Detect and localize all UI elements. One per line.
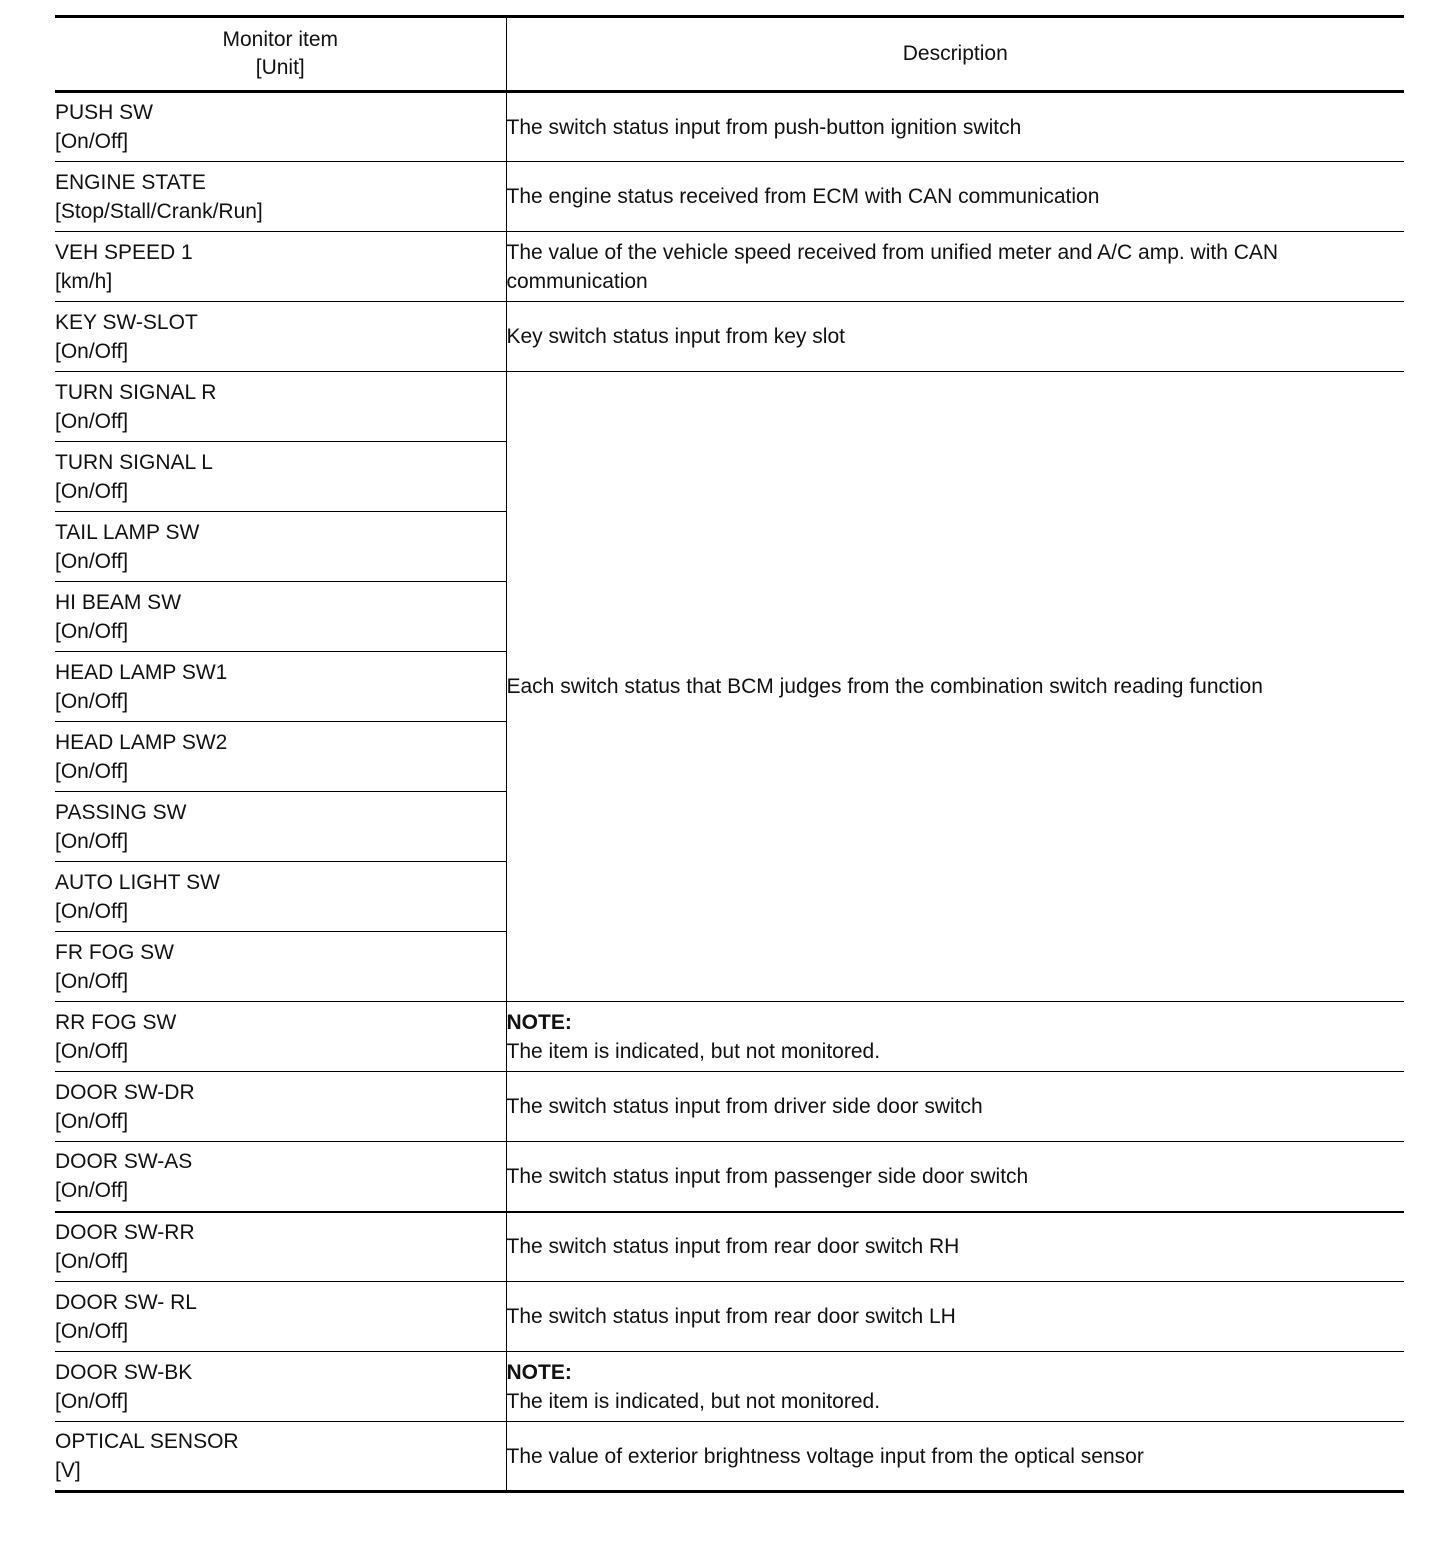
monitor-item-cell [55,92,506,162]
note-label: NOTE: [506,1010,572,1034]
monitor-item-name: VEH SPEED 1 [55,240,193,264]
note-text: The item is indicated, but not monitored. [506,1039,881,1063]
monitor-item-name: ENGINE STATE [55,170,206,194]
description-cell: The switch status input from rear door switch LH [506,1282,1404,1352]
monitor-item-cell [55,1212,506,1282]
monitor-item-name: DOOR SW-DR [55,1080,195,1104]
monitor-item-cell [55,1002,506,1072]
monitor-item-unit: [On/Off] [55,619,129,643]
table-row [55,1282,1404,1352]
monitor-item-cell [55,932,506,1002]
description-cell: The switch status input from push-button ignition switch [506,92,1404,162]
monitor-item-name: OPTICAL SENSOR [55,1430,239,1453]
monitor-item-cell [55,162,506,232]
table-row [55,162,1404,232]
note-text: The item is indicated, but not monitored. [506,1389,881,1413]
note-label: NOTE: [506,1360,572,1384]
monitor-item-unit: [On/Off] [55,1249,129,1273]
monitor-item-unit: [On/Off] [55,689,129,713]
table-row [55,1002,1404,1072]
header-monitor-item-label: Monitor item [222,28,339,51]
monitor-item-cell [55,652,506,722]
table-row [55,1352,1404,1422]
monitor-item-cell [55,1352,506,1422]
monitor-item-name: TAIL LAMP SW [55,520,200,544]
monitor-item-cell [55,722,506,792]
monitor-item-unit: [V] [55,1459,81,1482]
monitor-item-name: TURN SIGNAL R [55,380,217,404]
monitor-item-unit: [On/Off] [55,899,129,923]
monitor-item-unit: [On/Off] [55,1109,129,1133]
monitor-item-unit: [On/Off] [55,549,129,573]
monitor-item-cell [55,512,506,582]
monitor-item-name: KEY SW-SLOT [55,310,198,334]
monitor-item-table [55,15,1404,1493]
monitor-item-cell [55,1142,506,1212]
table-header-row [55,17,1404,92]
monitor-item-unit: [On/Off] [55,759,129,783]
table-row [55,302,1404,372]
table-row [55,232,1404,302]
table-row [55,1422,1404,1492]
monitor-item-unit: [On/Off] [55,339,129,363]
monitor-item-cell [55,862,506,932]
header-unit-label: [Unit] [255,56,305,79]
note-cell [506,1352,1404,1422]
monitor-item-cell [55,232,506,302]
monitor-item-name: DOOR SW-RR [55,1220,195,1244]
monitor-item-unit: [km/h] [55,269,113,293]
monitor-item-name: PASSING SW [55,800,187,824]
table-row [55,1142,1404,1212]
header-description: Description [506,17,1404,92]
monitor-item-cell [55,372,506,442]
monitor-item-unit: [On/Off] [55,1179,129,1203]
table-row [55,1212,1404,1282]
monitor-item-name: DOOR SW-AS [55,1150,193,1174]
monitor-item-name: DOOR SW- RL [55,1290,197,1314]
description-cell: The engine status received from ECM with CAN communication [506,162,1404,232]
monitor-item-cell [55,1282,506,1352]
description-cell: The switch status input from driver side door switch [506,1072,1404,1142]
monitor-item-unit: [On/Off] [55,1389,129,1413]
description-cell: Key switch status input from key slot [506,302,1404,372]
monitor-item-name: PUSH SW [55,101,154,124]
description-cell: The value of exterior brightness voltage input from the optical sensor [506,1422,1404,1492]
monitor-item-cell [55,792,506,862]
table-row [55,372,1404,442]
table-row [55,92,1404,162]
monitor-item-unit: [On/Off] [55,1319,129,1343]
monitor-item-unit: [Stop/Stall/Crank/Run] [55,199,263,223]
monitor-table-page [55,15,1404,1493]
header-monitor-item [55,17,506,92]
monitor-item-unit: [On/Off] [55,130,129,153]
combination-switch-description-cell: Each switch status that BCM judges from the combination switch reading function [506,372,1404,1002]
note-cell [506,1002,1404,1072]
monitor-item-name: HEAD LAMP SW2 [55,730,228,754]
monitor-item-unit: [On/Off] [55,409,129,433]
monitor-item-cell [55,1072,506,1142]
monitor-item-unit: [On/Off] [55,969,129,993]
monitor-item-unit: [On/Off] [55,1039,129,1063]
monitor-item-name: FR FOG SW [55,940,174,964]
monitor-item-name: HEAD LAMP SW1 [55,660,228,684]
monitor-item-unit: [On/Off] [55,479,129,503]
monitor-item-name: RR FOG SW [55,1010,177,1034]
monitor-item-name: HI BEAM SW [55,590,182,614]
monitor-item-name: AUTO LIGHT SW [55,870,220,894]
monitor-item-cell [55,442,506,512]
monitor-item-unit: [On/Off] [55,829,129,853]
table-row [55,1072,1404,1142]
monitor-item-name: DOOR SW-BK [55,1360,193,1384]
monitor-item-cell [55,582,506,652]
description-cell: The switch status input from passenger side door switch [506,1142,1404,1212]
monitor-item-cell [55,1422,506,1492]
monitor-item-cell [55,302,506,372]
description-cell: The value of the vehicle speed received from unified meter and A/C amp. with CAN communication [506,232,1404,302]
description-cell: The switch status input from rear door switch RH [506,1212,1404,1282]
monitor-item-name: TURN SIGNAL L [55,450,213,474]
